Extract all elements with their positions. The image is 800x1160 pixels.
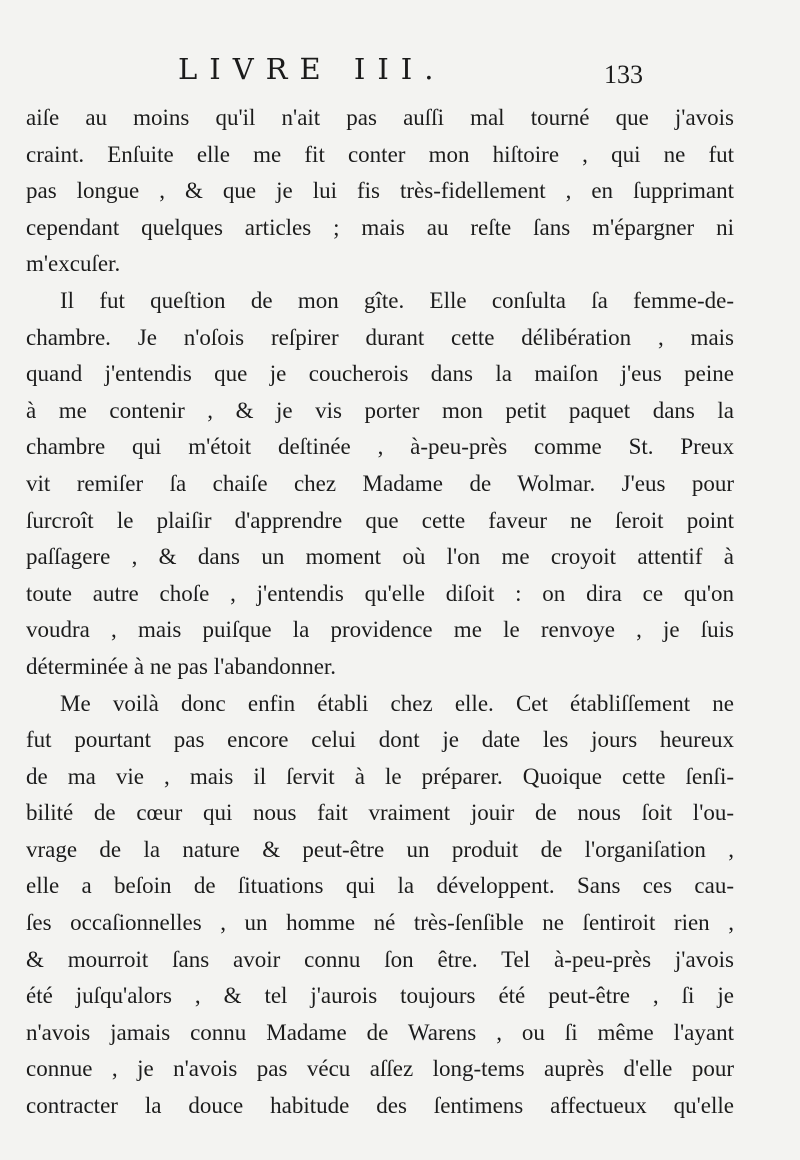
text-line: à me contenir , & je vis porter mon petit paquet dans la [26,397,734,423]
text-line: m'excuſer. [26,251,121,277]
text-line: cependant quelques articles ; mais au reſte ſans m'épargner ni [26,214,734,240]
text-line: toute autre choſe , j'entendis qu'elle diſoit : on dira ce qu'on [26,580,734,606]
text-line: voudra , mais puiſque la providence me le renvoye , je ſuis [26,617,734,643]
text-line: quand j'entendis que je coucherois dans la maiſon j'eus peine [26,361,734,387]
text-line: paſſagere , & dans un moment où l'on me croyoit attentif à [26,544,734,570]
body-text [26,100,734,1125]
text-line: déterminée à ne pas l'abandonner. [26,653,337,679]
text-line: aiſe au moins qu'il n'ait pas auſſi mal tourné que j'avois [26,105,734,130]
page-number: 133 [604,60,643,89]
text-line: ſes occaſionnelles , un homme né très-ſenſible ne ſentiroit rien , [26,910,734,936]
text-line: & mourroit ſans avoir connu ſon être. Tel à-peu-près j'avois [26,946,734,972]
text-line: chambre qui m'étoit deſtinée , à-peu-près comme St. Preux [26,434,734,460]
text-line: connue , je n'avois pas vécu aſſez long-tems auprès d'elle pour [26,1056,734,1082]
text-line: de ma vie , mais il ſervit à le préparer. Quoique cette ſenſi- [26,763,734,789]
text-line: vrage de la nature & peut-être un produit de l'organiſation , [26,836,734,862]
text-line: chambre. Je n'oſois reſpirer durant cette délibération , mais [26,324,734,350]
text-line: pas longue , & que je lui fis très-fidellement , en ſupprimant [26,178,734,204]
running-title: LIVRE III. [178,52,446,86]
text-line: Il fut queſtion de mon gîte. Elle conſulta ſa femme-de- [60,287,734,313]
text-line: fut pourtant pas encore celui dont je date les jours heureux [26,727,734,753]
text-line: ſurcroît le plaiſir d'apprendre que cette faveur ne ſeroit point [26,507,734,533]
text-line: elle a beſoin de ſituations qui la développent. Sans ces cau- [26,873,734,899]
text-line: contracter la douce habitude des ſentimens affectueux qu'elle [26,1093,734,1119]
text-line: craint. Enſuite elle me fit conter mon hiſtoire , qui ne fut [26,141,734,167]
text-line: bilité de cœur qui nous fait vraiment jouir de nous ſoit l'ou- [26,800,734,826]
text-line: vit remiſer ſa chaiſe chez Madame de Wolmar. J'eus pour [26,470,734,496]
text-line: n'avois jamais connu Madame de Warens , ou ſi même l'ayant [26,1019,734,1045]
text-line: Me voilà donc enfin établi chez elle. Cet établiſſement ne [60,690,734,716]
text-line: été juſqu'alors , & tel j'aurois toujours été peut-être , ſi je [26,983,734,1009]
